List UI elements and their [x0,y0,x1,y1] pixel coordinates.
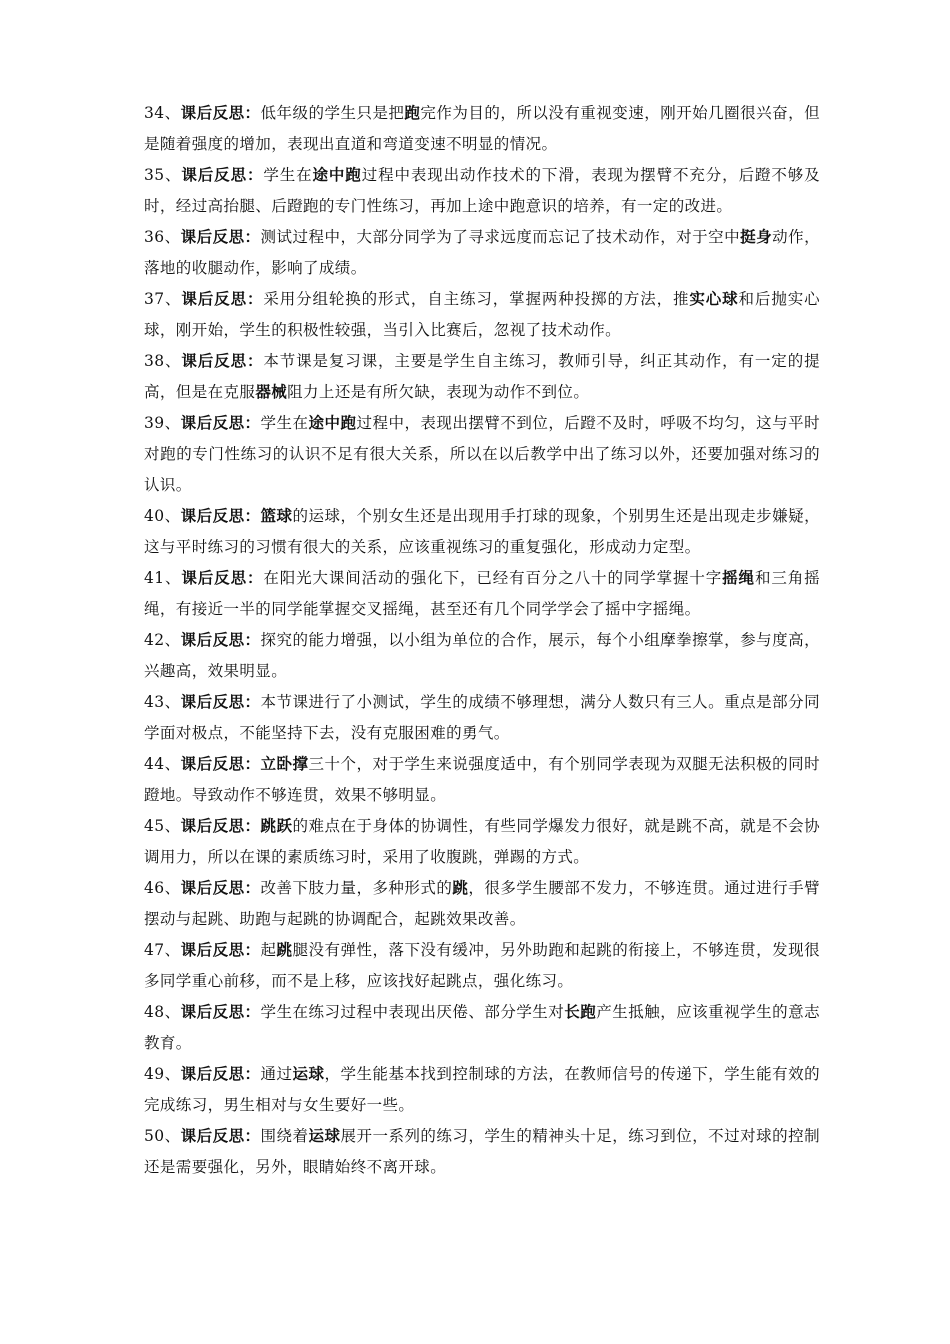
item-label: 课后反思： [180,693,261,711]
item-label: 课后反思： [180,414,261,432]
list-item [144,811,820,873]
item-text: 本节课进行了小测试，学生的成绩不够理想，满分人数只有三人。重点是部分同学面对极点，不能坚持下去，没有克服困难的勇气。 [144,693,820,742]
list-item [144,1121,820,1183]
item-keyword: 摇绳 [722,569,755,587]
item-keyword: 途中跑 [312,166,362,184]
item-number: 39、 [144,414,181,432]
item-text: 产生抵触，应该重视学生的意志教育。 [144,1003,820,1052]
item-number: 45、 [144,817,181,835]
list-item [144,1059,820,1121]
item-keyword: 器械 [255,383,288,401]
list-item [144,625,820,687]
list-item [144,997,820,1059]
item-text: 过程中表现出动作技术的下滑，表现为摆臂不充分，后蹬不够及时，经过高抬腿、后蹬跑的专门性练习，再加上途中跑意识的培养，有一定的改进。 [144,166,821,215]
item-label: 课后反思： [180,1003,261,1021]
item-text: 围绕着 [260,1127,309,1145]
item-text: 展开一系列的练习，学生的精神头十足，练习到位，不过对球的控制还是需要强化，另外，眼睛始终不离开球。 [144,1127,820,1176]
item-text: 腿没有弹性，落下没有缓冲，另外助跑和起跳的衔接上，不够连贯，发现很多同学重心前移，而不是上移，应该找好起跳点，强化练习。 [144,941,821,990]
item-text: 学生在 [260,414,309,432]
item-label: 课后反思： [180,507,261,525]
item-number: 35、 [144,166,182,184]
item-text: 完作为目的，所以没有重视变速，刚开始几圈很兴奋，但是随着强度的增加，表现出直道和弯道变速不明显的情况。 [144,104,820,153]
item-keyword: 运球 [308,1127,341,1145]
item-number: 47、 [144,941,181,959]
item-number: 40、 [144,507,181,525]
item-number: 34、 [144,104,181,122]
item-text: 本节课是复习课，主要是学生自主练习，教师引导，纠正其动作，有一定的提高，但是在克服 [144,352,820,401]
item-number: 44、 [144,755,181,773]
list-item [144,284,820,346]
item-number: 49、 [144,1065,181,1083]
item-number: 48、 [144,1003,181,1021]
item-label: 课后反思： [180,104,261,122]
list-item [144,346,820,408]
item-label: 课后反思： [181,166,264,184]
item-label: 课后反思： [180,941,261,959]
list-item [144,749,820,811]
item-label: 课后反思： [180,817,261,835]
item-keyword: 跳 [452,879,469,897]
item-text: 低年级的学生只是把 [260,104,405,122]
item-text: 通过 [260,1065,293,1083]
list-item [144,98,820,160]
item-text: 探究的能力增强，以小组为单位的合作，展示，每个小组摩拳擦掌，参与度高，兴趣高，效果明显。 [144,631,820,680]
item-text: 学生在 [263,166,313,184]
item-text: 学生在练习过程中表现出厌倦、部分学生对 [260,1003,565,1021]
item-keyword: 立卧撑 [260,755,309,773]
item-text: 测试过程中，大部分同学为了寻求远度而忘记了技术动作，对于空中 [260,228,741,246]
reflection-list [144,98,820,1183]
item-keyword: 跑 [404,104,421,122]
item-number: 37、 [144,290,182,308]
item-label: 课后反思： [180,1065,261,1083]
item-keyword: 实心球 [689,290,739,308]
item-text: 起 [260,941,277,959]
item-text: 和后抛实心球，刚开始，学生的积极性较强，当引入比赛后，忽视了技术动作。 [144,290,820,339]
item-text: 在阳光大课间活动的强化下，已经有百分之八十的同学掌握十字 [263,569,723,587]
item-text: 三十个，对于学生来说强度适中，有个别同学表现为双腿无法积极的同时蹬地。导致动作不够连贯，效果不够明显。 [144,755,820,804]
list-item [144,873,820,935]
item-label: 课后反思： [180,228,261,246]
item-text: ，学生能基本找到控制球的方法，在教师信号的传递下，学生能有效的完成练习，男生相对与女生要好一些。 [144,1065,820,1114]
item-text: 和三角摇绳，有接近一半的同学能掌握交叉摇绳，甚至还有几个同学学会了摇中字摇绳。 [144,569,820,618]
item-text: 的难点在于身体的协调性，有些同学爆发力很好，就是跳不高，就是不会协调用力，所以在课的素质练习时，采用了收腹跳，弹踢的方式。 [144,817,820,866]
item-text: 采用分组轮换的形式，自主练习，掌握两种投掷的方法，推 [263,290,690,308]
item-number: 50、 [144,1127,181,1145]
list-item [144,222,820,284]
item-text: 动作，落地的收腿动作，影响了成绩。 [144,228,820,277]
item-label: 课后反思： [180,1127,261,1145]
item-keyword: 运球 [292,1065,325,1083]
item-number: 41、 [144,569,182,587]
list-item [144,160,820,222]
item-label: 课后反思： [180,631,261,649]
list-item [144,563,820,625]
item-text: 改善下肢力量，多种形式的 [260,879,453,897]
item-text: ，很多学生腰部不发力，不够连贯。通过进行手臂摆动与起跳、助跑与起跳的协调配合，起跳效果改善。 [144,879,820,928]
item-keyword: 途中跑 [308,414,357,432]
item-keyword: 跳 [276,941,293,959]
list-item [144,501,820,563]
item-label: 课后反思： [180,755,261,773]
item-number: 38、 [144,352,182,370]
item-number: 46、 [144,879,181,897]
item-number: 42、 [144,631,181,649]
item-label: 课后反思： [181,352,264,370]
item-number: 36、 [144,228,181,246]
item-label: 课后反思： [181,290,264,308]
item-keyword: 篮球 [260,507,293,525]
item-label: 课后反思： [180,879,261,897]
item-keyword: 长跑 [564,1003,597,1021]
item-number: 43、 [144,693,181,711]
item-label: 课后反思： [181,569,264,587]
list-item [144,408,820,501]
item-keyword: 挺身 [740,228,773,246]
item-keyword: 跳跃 [260,817,293,835]
item-text: 阻力上还是有所欠缺，表现为动作不到位。 [287,383,590,401]
list-item [144,687,820,749]
item-text: 过程中，表现出摆臂不到位，后蹬不及时，呼吸不均匀，这与平时对跑的专门性练习的认识不足有很大关系，所以在以后教学中出了练习以外，还要加强对练习的认识。 [144,414,820,494]
item-text: 的运球，个别女生还是出现用手打球的现象，个别男生还是出现走步嫌疑，这与平时练习的习惯有很大的关系，应该重视练习的重复强化，形成动力定型。 [144,507,820,556]
list-item [144,935,820,997]
